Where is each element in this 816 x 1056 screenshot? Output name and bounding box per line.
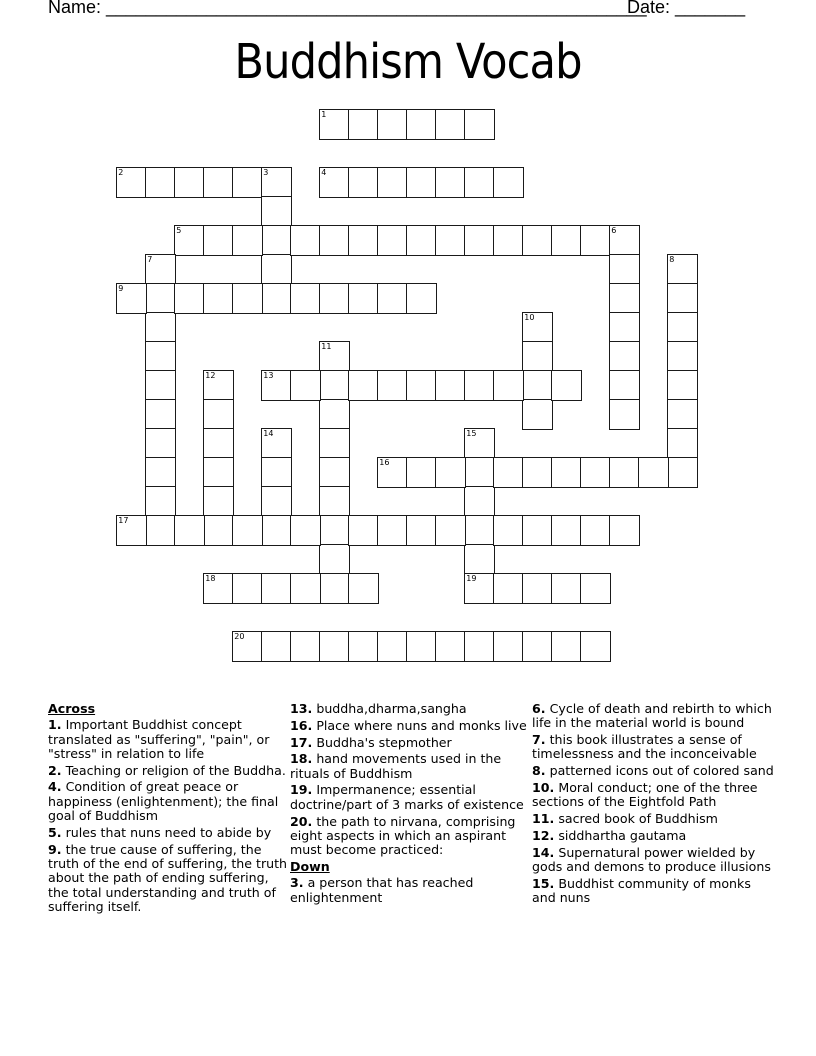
crossword-cell[interactable] — [522, 370, 553, 401]
clue-text: rules that nuns need to abide by — [65, 824, 272, 840]
clue-number: 15. — [532, 875, 555, 891]
crossword-cell[interactable] — [667, 428, 698, 459]
crossword-cell[interactable] — [174, 283, 205, 314]
clue-text: hand movements used in the rituals of Buddhism — [290, 751, 502, 781]
clue-number: 16. — [290, 717, 313, 733]
crossword-cell[interactable] — [464, 428, 495, 459]
crossword-cell[interactable] — [551, 225, 582, 256]
crossword-cell[interactable] — [232, 283, 263, 314]
clue-number-label: 20 — [234, 632, 245, 642]
crossword-cell[interactable] — [319, 341, 350, 372]
down-heading: Down — [290, 858, 330, 874]
crossword-cell[interactable] — [348, 631, 379, 662]
clue-across-4 — [48, 780, 288, 823]
clue-number: 3. — [290, 875, 304, 891]
clue-text: buddha,dharma,sangha — [316, 701, 467, 716]
crossword-cell[interactable] — [319, 167, 350, 198]
crossword-cell[interactable] — [667, 457, 698, 488]
crossword-cell[interactable] — [145, 515, 176, 546]
clue-number: 11. — [532, 811, 555, 827]
clue-across-17 — [290, 736, 530, 750]
clue-number-label: 5 — [176, 226, 182, 236]
crossword-cell[interactable] — [174, 515, 205, 546]
crossword-cell[interactable] — [435, 225, 466, 256]
crossword-cell[interactable] — [435, 515, 466, 546]
clue-number: 18. — [290, 751, 313, 767]
crossword-cell[interactable] — [377, 225, 408, 256]
clue-across-2 — [48, 764, 288, 778]
crossword-cell[interactable] — [464, 631, 495, 662]
crossword-cell[interactable] — [667, 283, 698, 314]
crossword-cell[interactable] — [406, 457, 437, 488]
crossword-cell[interactable] — [203, 399, 234, 430]
crossword-cell[interactable] — [290, 515, 321, 546]
clue-number-label: 6 — [611, 226, 617, 236]
clue-number-label: 19 — [466, 574, 477, 584]
crossword-cell[interactable] — [116, 515, 147, 546]
clue-number: 20. — [290, 813, 313, 829]
crossword-cell[interactable] — [145, 254, 176, 285]
clue-number-label: 15 — [466, 429, 477, 439]
clue-across-9 — [48, 843, 288, 914]
crossword-cell[interactable] — [435, 370, 466, 401]
crossword-cell[interactable] — [145, 312, 176, 343]
clue-text: Important Buddhist concept translated as "suffering", "pain", or "stress" in relation to life — [48, 717, 270, 761]
crossword-cell[interactable] — [551, 631, 582, 662]
clue-down-6 — [532, 702, 777, 731]
clue-number-label: 8 — [669, 255, 675, 265]
crossword-cell[interactable] — [232, 631, 263, 662]
crossword-cell[interactable] — [174, 225, 205, 256]
crossword-cell[interactable] — [145, 167, 176, 198]
clue-number-label: 10 — [524, 313, 535, 323]
crossword-cell[interactable] — [464, 370, 495, 401]
clue-number-label: 12 — [205, 371, 216, 381]
clue-text: Impermanence; essential doctrine/part of 3 marks of existence — [290, 782, 524, 812]
clue-number: 1. — [48, 717, 62, 733]
crossword-cell[interactable] — [522, 225, 553, 256]
clue-number-label: 3 — [263, 168, 269, 178]
clue-across-19 — [290, 783, 530, 812]
clue-text: Teaching or religion of the Buddha. — [65, 762, 286, 778]
clues-column-2 — [290, 702, 530, 907]
crossword-cell[interactable] — [551, 370, 582, 401]
clue-text: Place where nuns and monks live — [316, 717, 527, 733]
crossword-cell[interactable] — [406, 109, 437, 140]
crossword-cell[interactable] — [261, 196, 292, 227]
crossword-cell[interactable] — [522, 631, 553, 662]
crossword-cell[interactable] — [232, 573, 263, 604]
clue-number-label: 14 — [263, 429, 274, 439]
crossword-cell[interactable] — [261, 428, 292, 459]
crossword-cell[interactable] — [174, 167, 205, 198]
crossword-cell[interactable] — [667, 399, 698, 430]
clue-number: 13. — [290, 701, 313, 716]
crossword-cell[interactable] — [290, 225, 321, 256]
clue-number: 17. — [290, 734, 313, 750]
clue-down-12 — [532, 829, 777, 843]
crossword-cell[interactable] — [522, 457, 553, 488]
clue-number-label: 4 — [321, 168, 327, 178]
clue-number: 14. — [532, 844, 555, 860]
crossword-cell[interactable] — [203, 167, 234, 198]
crossword-cell[interactable] — [203, 515, 234, 546]
crossword-cell[interactable] — [551, 457, 582, 488]
clue-across-18 — [290, 752, 530, 781]
clues-column-3 — [532, 702, 777, 908]
crossword-cell[interactable] — [609, 515, 640, 546]
clue-text: a person that has reached enlightenment — [290, 875, 474, 905]
clue-down-14 — [532, 846, 777, 875]
crossword-cell[interactable] — [319, 109, 350, 140]
clue-number-label: 16 — [379, 458, 390, 468]
crossword-cell[interactable] — [609, 457, 640, 488]
crossword-cell[interactable] — [493, 167, 524, 198]
clue-text: the true cause of suffering, the truth of the end of suffering, the truth about the path of ending suffering, the total understanding and truth of suffering itself. — [48, 841, 288, 914]
crossword-cell[interactable] — [609, 399, 640, 430]
clue-number: 9. — [48, 841, 62, 857]
crossword-cell[interactable] — [145, 283, 176, 314]
clue-number: 6. — [532, 701, 546, 716]
clue-text: Condition of great peace or happiness (enlightenment); the final goal of Buddhism — [48, 779, 279, 824]
crossword-cell[interactable] — [464, 573, 495, 604]
crossword-cell[interactable] — [493, 631, 524, 662]
crossword-cell[interactable] — [406, 631, 437, 662]
crossword-cell[interactable] — [580, 515, 611, 546]
crossword-cell[interactable] — [261, 486, 292, 517]
crossword-cell[interactable] — [464, 486, 495, 517]
crossword-cell[interactable] — [464, 457, 495, 488]
crossword-cell[interactable] — [377, 631, 408, 662]
clue-text: Cycle of death and rebirth to which life in the material world is bound — [532, 701, 772, 731]
crossword-cell[interactable] — [493, 370, 524, 401]
crossword-cell[interactable] — [435, 167, 466, 198]
crossword-cell[interactable] — [319, 544, 350, 575]
crossword-cell[interactable] — [348, 283, 379, 314]
crossword-cell[interactable] — [203, 457, 234, 488]
crossword-cell[interactable] — [348, 225, 379, 256]
crossword-cell[interactable] — [609, 370, 640, 401]
crossword-cell[interactable] — [290, 370, 321, 401]
clue-number: 4. — [48, 779, 62, 795]
crossword-cell[interactable] — [232, 225, 263, 256]
crossword-cell[interactable] — [203, 225, 234, 256]
crossword-cell[interactable] — [145, 370, 176, 401]
crossword-cell[interactable] — [667, 341, 698, 372]
clue-number: 12. — [532, 827, 555, 843]
crossword-cell[interactable] — [261, 631, 292, 662]
crossword-cell[interactable] — [319, 399, 350, 430]
crossword-cell[interactable] — [145, 399, 176, 430]
crossword-cell[interactable] — [319, 515, 350, 546]
crossword-cell[interactable] — [116, 283, 147, 314]
clue-down-10 — [532, 781, 777, 810]
crossword-cell[interactable] — [580, 457, 611, 488]
crossword-cell[interactable] — [319, 486, 350, 517]
crossword-cell[interactable] — [203, 370, 234, 401]
crossword-cell[interactable] — [667, 254, 698, 285]
crossword-cell[interactable] — [377, 109, 408, 140]
clue-text: Buddhist community of monks and nuns — [532, 875, 751, 906]
crossword-cell[interactable] — [348, 515, 379, 546]
clue-across-20 — [290, 815, 530, 858]
crossword-cell[interactable] — [232, 167, 263, 198]
clue-number-label: 17 — [118, 516, 129, 526]
name-field[interactable]: Name: ______________________________________________________ — [48, 0, 647, 17]
crossword-cell[interactable] — [203, 573, 234, 604]
crossword-cell[interactable] — [377, 515, 408, 546]
crossword-cell[interactable] — [638, 457, 669, 488]
crossword-cell[interactable] — [261, 254, 292, 285]
crossword-cell[interactable] — [377, 283, 408, 314]
clue-text: Moral conduct; one of the three sections of the Eightfold Path — [532, 779, 758, 810]
crossword-cell[interactable] — [261, 370, 292, 401]
crossword-cell[interactable] — [348, 167, 379, 198]
crossword-cell[interactable] — [464, 167, 495, 198]
crossword-cell[interactable] — [377, 370, 408, 401]
crossword-cell[interactable] — [406, 370, 437, 401]
crossword-cell[interactable] — [493, 515, 524, 546]
clue-down-3 — [290, 876, 530, 905]
clue-number: 7. — [532, 732, 546, 748]
crossword-cell[interactable] — [406, 167, 437, 198]
clue-number-label: 13 — [263, 371, 274, 381]
crossword-cell[interactable] — [145, 486, 176, 517]
crossword-cell[interactable] — [377, 457, 408, 488]
crossword-cell[interactable] — [609, 254, 640, 285]
clue-number: 2. — [48, 762, 62, 778]
date-field[interactable]: Date: _______ — [627, 0, 746, 17]
crossword-cell[interactable] — [319, 225, 350, 256]
crossword-cell[interactable] — [464, 544, 495, 575]
clue-number-label: 9 — [118, 284, 124, 294]
crossword-cell[interactable] — [319, 457, 350, 488]
crossword-cell[interactable] — [609, 283, 640, 314]
crossword-cell[interactable] — [290, 631, 321, 662]
crossword-cell[interactable] — [667, 370, 698, 401]
crossword-cell[interactable] — [290, 573, 321, 604]
crossword-cell[interactable] — [203, 283, 234, 314]
crossword-cell[interactable] — [145, 428, 176, 459]
crossword-cell[interactable] — [522, 341, 553, 372]
crossword-cell[interactable] — [145, 457, 176, 488]
clue-number: 8. — [532, 763, 546, 779]
crossword-cell[interactable] — [348, 109, 379, 140]
crossword-cell[interactable] — [261, 515, 292, 546]
clue-number: 10. — [532, 779, 555, 795]
crossword-cell[interactable] — [348, 573, 379, 604]
crossword-cell[interactable] — [348, 370, 379, 401]
crossword-cell[interactable] — [377, 167, 408, 198]
across-heading: Across — [48, 701, 96, 716]
clue-number-label: 7 — [147, 255, 153, 265]
clue-number: 5. — [48, 824, 62, 840]
clue-across-1 — [48, 718, 288, 761]
crossword-cell[interactable] — [406, 515, 437, 546]
crossword-cell[interactable] — [406, 225, 437, 256]
crossword-cell[interactable] — [203, 428, 234, 459]
crossword-cell[interactable] — [522, 312, 553, 343]
crossword-cell[interactable] — [522, 399, 553, 430]
crossword-cell[interactable] — [580, 573, 611, 604]
crossword-cell[interactable] — [232, 515, 263, 546]
page-title: Buddhism Vocab — [234, 34, 582, 90]
crossword-cell[interactable] — [493, 573, 524, 604]
crossword-cell[interactable] — [261, 283, 292, 314]
clue-text: sacred book of Buddhism — [558, 811, 718, 827]
crossword-cell[interactable] — [435, 631, 466, 662]
clue-text: this book illustrates a sense of timelessness and the inconceivable — [532, 732, 757, 762]
crossword-cell[interactable] — [261, 573, 292, 604]
crossword-cell[interactable] — [464, 109, 495, 140]
crossword-cell[interactable] — [319, 428, 350, 459]
clue-down-11 — [532, 812, 777, 826]
crossword-cell[interactable] — [261, 167, 292, 198]
crossword-cell[interactable] — [261, 457, 292, 488]
clue-number-label: 18 — [205, 574, 216, 584]
clue-text: patterned icons out of colored sand — [549, 763, 774, 779]
crossword-cell[interactable] — [667, 312, 698, 343]
crossword-cell[interactable] — [290, 283, 321, 314]
crossword-cell[interactable] — [145, 341, 176, 372]
clues-column-1 — [48, 702, 288, 917]
clue-down-7 — [532, 733, 777, 762]
crossword-cell[interactable] — [406, 283, 437, 314]
crossword-cell[interactable] — [493, 225, 524, 256]
crossword-cell[interactable] — [522, 515, 553, 546]
crossword-cell[interactable] — [493, 457, 524, 488]
clue-number: 19. — [290, 782, 313, 798]
crossword-cell[interactable] — [580, 631, 611, 662]
clue-across-16 — [290, 719, 530, 733]
clue-text: the path to nirvana, comprising eight aspects in which an aspirant must become practiced: — [290, 813, 516, 858]
crossword-cell[interactable] — [609, 341, 640, 372]
crossword-cell[interactable] — [203, 486, 234, 517]
crossword-cell[interactable] — [319, 283, 350, 314]
clue-number-label: 2 — [118, 168, 124, 178]
crossword-cell[interactable] — [319, 631, 350, 662]
crossword-cell[interactable] — [580, 225, 611, 256]
clue-text: siddhartha gautama — [558, 827, 687, 843]
crossword-cell[interactable] — [551, 573, 582, 604]
crossword-cell[interactable] — [319, 370, 350, 401]
crossword-cell[interactable] — [464, 515, 495, 546]
crossword-cell[interactable] — [609, 312, 640, 343]
clue-text: Supernatural power wielded by gods and demons to produce illusions — [532, 844, 771, 874]
crossword-cell[interactable] — [261, 225, 292, 256]
crossword-cell[interactable] — [116, 167, 147, 198]
crossword-cell[interactable] — [464, 225, 495, 256]
clue-down-8 — [532, 764, 777, 778]
clue-across-5 — [48, 826, 288, 840]
clue-number-label: 11 — [321, 342, 332, 352]
crossword-cell[interactable] — [435, 457, 466, 488]
crossword-cell[interactable] — [435, 109, 466, 140]
clue-number-label: 1 — [321, 110, 327, 120]
clue-text: Buddha's stepmother — [316, 734, 452, 750]
crossword-cell[interactable] — [609, 225, 640, 256]
crossword-cell[interactable] — [319, 573, 350, 604]
crossword-cell[interactable] — [551, 515, 582, 546]
crossword-cell[interactable] — [522, 573, 553, 604]
clue-across-13 — [290, 702, 530, 716]
clue-down-15 — [532, 877, 777, 906]
